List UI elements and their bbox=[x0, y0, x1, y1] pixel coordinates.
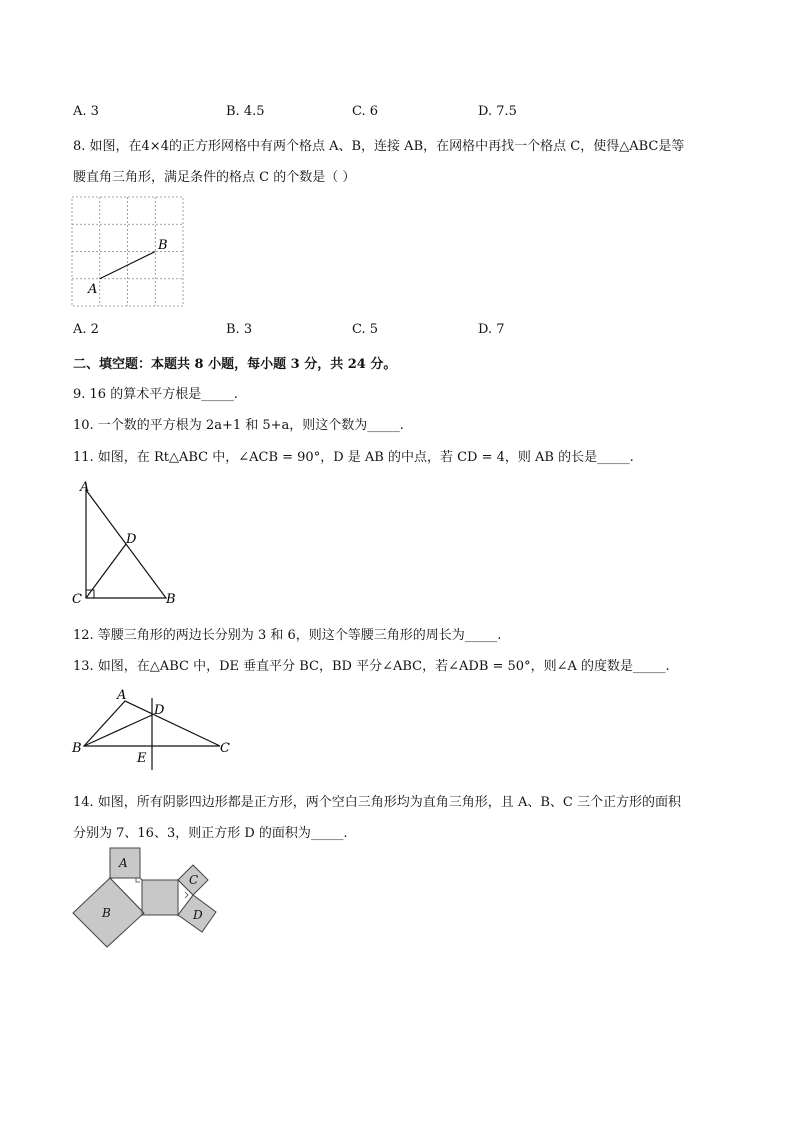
q8-option-c: C. 5 bbox=[352, 322, 379, 337]
segment-bd bbox=[84, 715, 152, 746]
q11-triangle-figure bbox=[70, 478, 185, 608]
label-c: C bbox=[72, 592, 82, 607]
label-a: A bbox=[119, 856, 128, 870]
q14-squares-figure bbox=[70, 845, 230, 950]
label-a: A bbox=[80, 480, 90, 495]
q13-text: 13. 如图，在△ABC 中，DE 垂直平分 BC，BD 平分∠ABC，若∠ADB = 50°，则∠A 的度数是_____. bbox=[73, 659, 670, 674]
q8-text-line1: 8. 如图，在4×4的正方形网格中有两个格点 A、B，连接 AB，在网格中再找一个格点 C，使得△ABC是等 bbox=[73, 139, 685, 154]
q14-text-line1: 14. 如图，所有阴影四边形都是正方形，两个空白三角形均为直角三角形，且 A、B、C 三个正方形的面积 bbox=[73, 795, 681, 810]
label-b: B bbox=[158, 238, 168, 253]
q14-text-line2: 分别为 7、16、3，则正方形 D 的面积为_____. bbox=[73, 826, 348, 841]
section-title: 二、填空题：本题共 8 小题，每小题 3 分，共 24 分。 bbox=[73, 357, 397, 372]
q10-text: 10. 一个数的平方根为 2a+1 和 5+a，则这个数为_____. bbox=[73, 418, 404, 433]
label-d: D bbox=[154, 703, 165, 718]
q7-option-b: B. 4.5 bbox=[226, 104, 265, 119]
q13-triangle-figure bbox=[70, 686, 240, 776]
label-a: A bbox=[88, 282, 98, 297]
q8-option-a: A. 2 bbox=[73, 322, 99, 337]
q9-text: 9. 16 的算术平方根是_____. bbox=[73, 387, 238, 402]
label-b: B bbox=[102, 906, 111, 920]
q7-option-a: A. 3 bbox=[73, 104, 99, 119]
label-a: A bbox=[117, 688, 127, 703]
label-e: E bbox=[137, 751, 147, 766]
q8-grid-figure bbox=[72, 197, 184, 309]
label-d: D bbox=[193, 908, 203, 922]
label-c: C bbox=[189, 873, 199, 887]
square-middle bbox=[142, 880, 178, 915]
label-d: D bbox=[126, 532, 137, 547]
label-c: C bbox=[220, 741, 230, 756]
q8-text-line2: 腰直角三角形，满足条件的格点 C 的个数是（ ） bbox=[73, 170, 356, 185]
q8-option-d: D. 7 bbox=[478, 322, 505, 337]
q12-text: 12. 等腰三角形的两边长分别为 3 和 6，则这个等腰三角形的周长为_____. bbox=[73, 628, 502, 643]
q7-option-c: C. 6 bbox=[352, 104, 379, 119]
q7-option-d: D. 7.5 bbox=[478, 104, 517, 119]
q8-option-b: B. 3 bbox=[226, 322, 253, 337]
label-b: B bbox=[72, 741, 82, 756]
label-b: B bbox=[166, 592, 176, 607]
q11-text: 11. 如图，在 Rt△ABC 中，∠ACB = 90°，D 是 AB 的中点，若 CD = 4，则 AB 的长是_____. bbox=[73, 450, 634, 465]
